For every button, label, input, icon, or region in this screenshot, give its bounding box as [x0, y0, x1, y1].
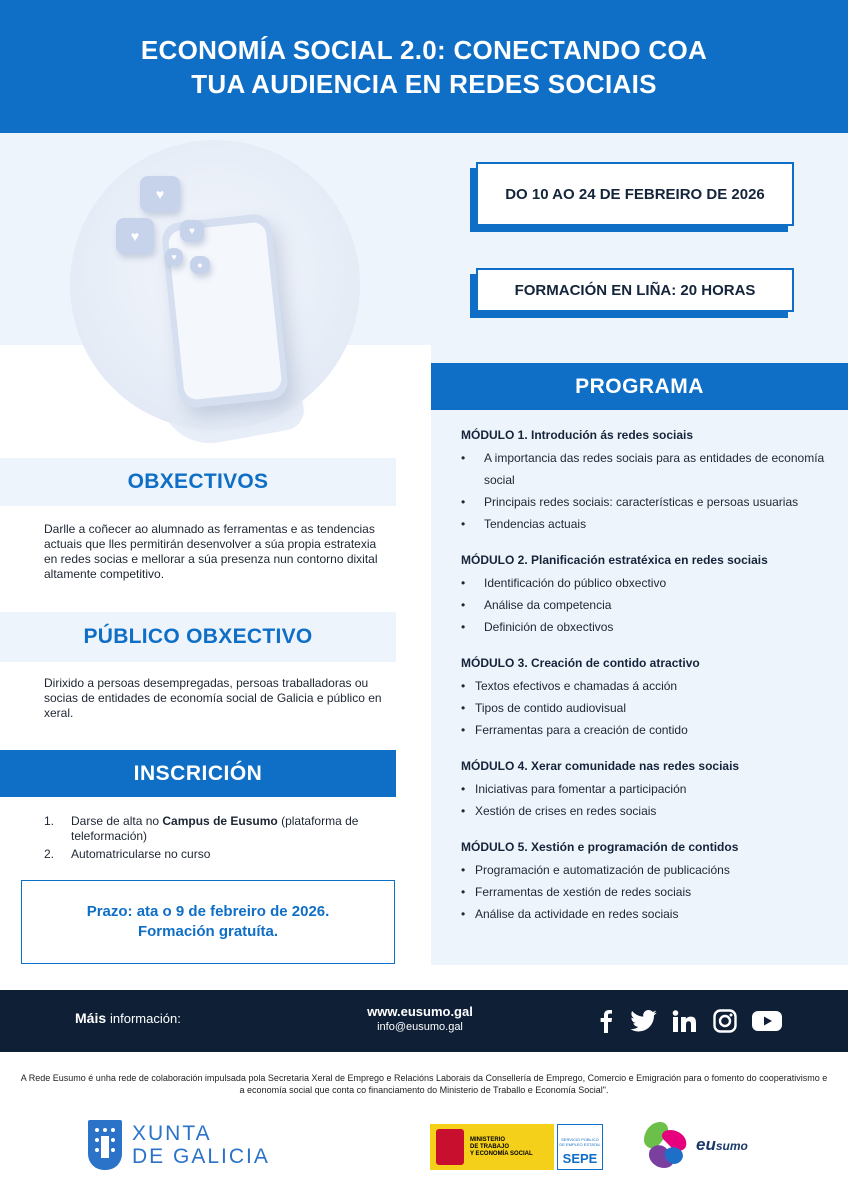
list-item: • Textos efectivos e chamadas á acción [461, 679, 678, 693]
heart-icon: ♥ [180, 220, 204, 242]
list-item: • Ferramentas de xestión de redes sociais [461, 885, 692, 899]
list-item: • Ferramentas para a creación de contido [461, 723, 688, 737]
registration-steps [44, 814, 384, 865]
module-title: MÓDULO 4. Xerar comunidade nas redes sociais [461, 759, 740, 773]
course-format-box [476, 268, 794, 312]
list-item: • Tipos de contido audiovisual [461, 701, 626, 715]
registration-step: 2. Automatricularse no curso [44, 847, 211, 861]
disclaimer-text: A Rede Eusumo é unha rede de colaboración impulsada pola Secretaria Xeral de Emprego e Relacións Laborais da Consellería de Emprego, Comercio e Emigración para o fomento do cooperativismo e a economía social que conta co financiamento do Ministerio de Traballo e Economía Social". [20, 1073, 828, 1095]
page-title: ECONOMÍA SOCIAL 2.0: CONECTANDO COA TUA AUDIENCIA EN REDES SOCIAIS [140, 34, 708, 99]
module-1 [461, 428, 831, 535]
list-item: • Análise da actividade en redes sociais [461, 907, 679, 921]
xunta-line2: DE GALICIA [132, 1145, 270, 1168]
module-4 [461, 759, 831, 822]
heart-icon: ♥ [165, 248, 183, 266]
heart-icon: ♥ [116, 218, 154, 254]
module-title: MÓDULO 1. Introdución ás redes sociais [461, 428, 694, 442]
heart-icon: ♥ [140, 176, 180, 212]
audience-text: Dirixido a persoas desempregadas, persoas traballadoras ou socias de entidades de economía social de Galicia e público en xeral. [44, 676, 382, 720]
module-title: MÓDULO 2. Planificación estratéxica en redes sociais [461, 553, 768, 567]
list-item: • Iniciativas para fomentar a participación [461, 782, 687, 796]
list-item: • Definición de obxectivos [461, 620, 614, 634]
registration-title: INSCRICIÓN [0, 750, 396, 797]
deadline-box [21, 880, 395, 964]
module-3 [461, 656, 831, 741]
email-link[interactable]: info@eusumo.gal [377, 1021, 463, 1033]
module-title: MÓDULO 5. Xestión e programación de contidos [461, 840, 739, 854]
more-info-label: Máis información: [75, 1010, 181, 1026]
eusumo-logo [640, 1120, 748, 1170]
xunta-line1: XUNTA [132, 1122, 212, 1145]
eusumo-rest: sumo [715, 1139, 748, 1153]
user-icon: ● [190, 256, 210, 274]
website-link[interactable]: www.eusumo.gal [367, 1004, 473, 1019]
list-item: • Xestión de crises en redes sociais [461, 804, 657, 818]
xunta-logo [88, 1120, 270, 1170]
course-dates-box [476, 162, 794, 226]
footer-bar [0, 990, 848, 1052]
twitter-icon[interactable] [628, 1008, 658, 1034]
list-item: • Principais redes sociais: características e persoas usuarias [461, 495, 799, 509]
course-dates: DO 10 AO 24 DE FEBREIRO DE 2026 [505, 185, 765, 203]
spain-crest-icon [436, 1129, 464, 1165]
list-item: • Tendencias actuais [461, 517, 587, 531]
sepe-logo: SERVICIO PÚBLICO DE EMPLEO ESTATAL SEPE [557, 1124, 603, 1170]
list-item: • A importancia das redes sociais para as entidades de economía social [461, 451, 825, 487]
list-item: • Identificación do público obxectivo [461, 576, 667, 590]
header-banner [0, 0, 848, 133]
module-2 [461, 553, 831, 638]
module-title: MÓDULO 3. Creación de contido atractivo [461, 656, 700, 670]
audience-title: PÚBLICO OBXECTIVO [83, 625, 313, 648]
objectives-title: OBXECTIVOS [127, 470, 269, 493]
program-title: PROGRAMA [431, 363, 848, 410]
course-format: FORMACIÓN EN LIÑA: 20 HORAS [514, 281, 756, 299]
instagram-icon[interactable] [710, 1008, 740, 1034]
facebook-icon[interactable] [596, 1008, 616, 1034]
registration-step: 1. Darse de alta no Campus de Eusumo (plataforma de teleformación) [44, 814, 359, 843]
free-text: Formación gratuíta. [137, 923, 279, 940]
objectives-text: Darlle a coñecer ao alumnado as ferramentas e as tendencias actuais que lles permitirán desenvolver a súa propia estratexia en redes socias e mellorar a súa presenza nun contorno dixital altamente competitivo. [44, 522, 378, 581]
eusumo-eu: eu [696, 1135, 716, 1154]
list-item: • Programación e automatización de publicacións [461, 863, 730, 877]
program-list [461, 428, 831, 943]
xunta-shield-icon [88, 1120, 122, 1170]
module-5 [461, 840, 831, 925]
list-item: • Análise da competencia [461, 598, 612, 612]
youtube-icon[interactable] [750, 1008, 784, 1034]
phone-illustration [161, 213, 290, 409]
campus-link: Campus de Eusumo [162, 814, 278, 828]
ministry-logo: MINISTERIO DE TRABAJO Y ECONOMÍA SOCIAL [430, 1124, 554, 1170]
linkedin-icon[interactable] [670, 1008, 698, 1034]
deadline-text: Prazo: ata o 9 de febreiro de 2026. [86, 903, 330, 920]
eusumo-mark-icon [640, 1120, 690, 1170]
